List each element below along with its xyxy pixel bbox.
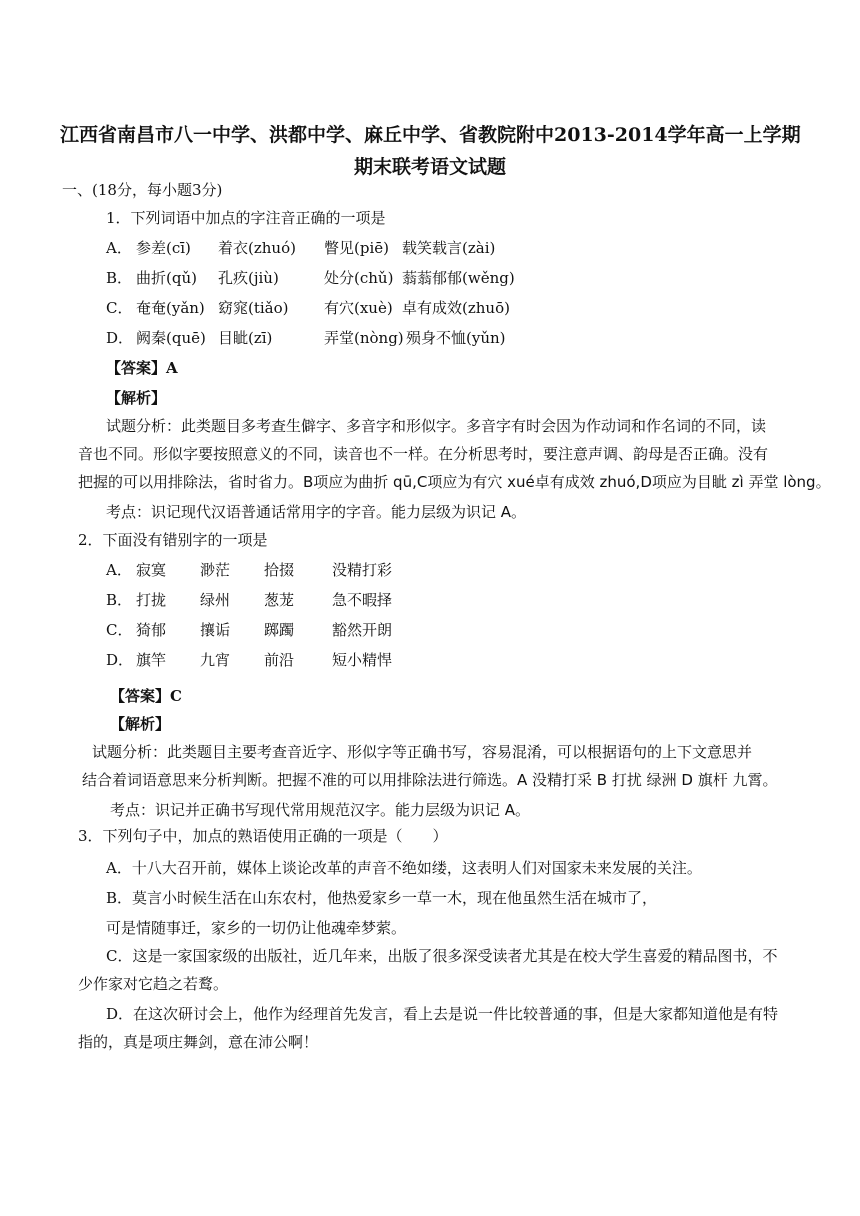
q1-d-w3: 弄堂(nòng) [324, 329, 404, 347]
q2-analysis-line-2: 结合着词语意思来分析判断。把握不准的可以用排除法进行筛选。A 没精打采 B 打扰 绿洲 D 旗杆 九霄。 [82, 771, 778, 789]
q2-analysis-line-1: 试题分析：此类题目主要考查音近字、形似字等正确书写，容易混淆，可以根据语句的上下文意思并 [92, 743, 753, 761]
q1-analysis-line-1: 试题分析：此类题目多考查生僻字、多音字和形似字。多音字有时会因为作动词和作名词的不同，读 [106, 417, 767, 435]
q3-option-d-line-2: 指的，真是项庄舞剑，意在沛公啊！ [78, 1033, 319, 1051]
q1-d-w2: 目眦(zī) [218, 329, 273, 347]
q2-b-w4: 急不暇择 [332, 591, 393, 609]
q2-b-label: B． [106, 591, 133, 609]
q1-analysis-line-2: 音也不同。形似字要按照意义的不同，读音也不一样。在分析思考时，要注意声调、韵母是否正确。没有 [78, 445, 769, 463]
q2-option-d [106, 650, 806, 670]
q1-d-label: D． [106, 329, 134, 347]
doc-title-line-2: 期末联考语文试题 [353, 156, 506, 178]
q2-a-label: A． [106, 561, 132, 579]
q1-analysis-heading: 【解析】 [106, 389, 167, 407]
q1-d-w1: 阙秦(quē) [136, 329, 206, 347]
q3-option-b-line-1: B．莫言小时候生活在山东农村，他热爱家乡一草一木，现在他虽然生活在城市了， [106, 889, 658, 907]
q2-c-w4: 豁然开朗 [332, 621, 393, 639]
q2-d-label: D． [106, 651, 134, 669]
q2-d-w3: 前沿 [264, 651, 295, 669]
q1-c-w4: 卓有成效(zhuō) [402, 299, 510, 317]
q1-a-w3: 瞥见(piē) [324, 239, 389, 257]
q1-option-b [106, 268, 806, 288]
q1-b-w3: 处分(chǔ) [324, 269, 394, 287]
q1-b-w1: 曲折(qǔ) [136, 269, 197, 287]
q1-a-w4: 载笑载言(zài) [402, 239, 496, 257]
q1-a-w1: 参差(cī) [136, 239, 191, 257]
doc-title-line-1: 江西省南昌市八一中学、洪都中学、麻丘中学、省教院附中2013-2014学年高一上学期 [60, 124, 801, 146]
q2-option-a [106, 560, 806, 580]
q1-kaodian: 考点：识记现代汉语普通话常用字的字音。能力层级为识记 A。 [106, 503, 527, 521]
q2-kaodian: 考点：识记并正确书写现代常用规范汉字。能力层级为识记 A。 [110, 801, 531, 819]
q1-analysis-line-3: 把握的可以用排除法，省时省力。B项应为曲折 qū,C项应为有穴 xué卓有成效 zhuó,D项应为目眦 zì 弄堂 lòng。 [78, 473, 831, 491]
q2-d-w4: 短小精悍 [332, 651, 393, 669]
q1-c-label: C． [106, 299, 133, 317]
q1-c-w1: 奄奄(yǎn) [136, 299, 205, 317]
q1-c-w2: 窈窕(tiǎo) [218, 299, 289, 317]
q1-a-label: A． [106, 239, 132, 257]
q3-option-c-line-2: 少作家对它趋之若鹜。 [78, 975, 229, 993]
q3-option-a: A．十八大召开前，媒体上谈论改革的声音不绝如缕，这表明人们对国家未来发展的关注。 [106, 859, 702, 877]
q2-stem: 2．下面没有错别字的一项是 [78, 531, 268, 549]
q2-c-label: C． [106, 621, 133, 639]
q3-stem: 3．下列句子中，加点的熟语使用正确的一项是（ ） [78, 827, 448, 845]
q1-answer: 【答案】A [106, 359, 178, 377]
q2-c-w1: 猗郁 [136, 621, 167, 639]
q1-c-w3: 有穴(xuè) [324, 299, 393, 317]
section-heading: 一、(18分，每小题3分) [62, 181, 223, 199]
q2-option-b [106, 590, 806, 610]
q2-answer: 【答案】C [110, 687, 182, 705]
q1-option-a [106, 238, 806, 258]
q3-option-d-line-1: D．在这次研讨会上，他作为经理首先发言，看上去是说一件比较普通的事，但是大家都知道他是有特 [106, 1005, 779, 1023]
q2-a-w3: 拾掇 [264, 561, 295, 579]
q2-d-w2: 九宵 [200, 651, 231, 669]
q3-option-b-line-2: 可是情随事迁，家乡的一切仍让他魂牵梦萦。 [106, 919, 407, 937]
q2-b-w2: 绿州 [200, 591, 231, 609]
q1-d-w4: 殒身不恤(yǔn) [406, 329, 506, 347]
q2-analysis-heading: 【解析】 [110, 715, 171, 733]
q2-b-w3: 葱茏 [264, 591, 295, 609]
q2-a-w1: 寂寞 [136, 561, 167, 579]
q1-a-w2: 着衣(zhuó) [218, 239, 296, 257]
q3-option-c-line-1: C．这是一家国家级的出版社，近几年来，出版了很多深受读者尤其是在校大学生喜爱的精品图书，不 [106, 947, 778, 965]
q1-b-w4: 蓊蓊郁郁(wěng) [402, 269, 515, 287]
q1-stem: 1．下列词语中加点的字注音正确的一项是 [106, 209, 386, 227]
q1-b-w2: 孔疚(jiù) [218, 269, 279, 287]
q2-option-c [106, 620, 806, 640]
q2-d-w1: 旗竿 [136, 651, 167, 669]
q1-option-d [106, 328, 806, 348]
q2-a-w4: 没精打彩 [332, 561, 393, 579]
q2-c-w3: 踯躅 [264, 621, 295, 639]
q2-b-w1: 打拢 [136, 591, 167, 609]
q2-c-w2: 攘诟 [200, 621, 231, 639]
q1-option-c [106, 298, 806, 318]
q2-a-w2: 渺茫 [200, 561, 231, 579]
q1-b-label: B． [106, 269, 133, 287]
